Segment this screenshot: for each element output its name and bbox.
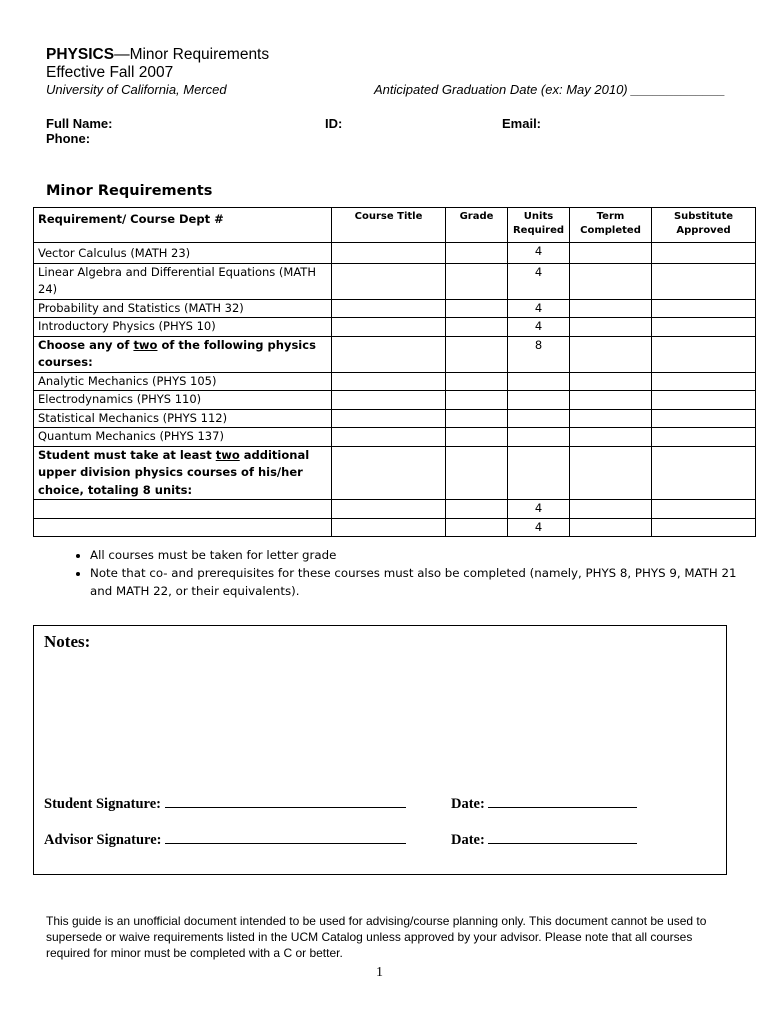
substitute-cell[interactable] [652, 263, 756, 299]
course-title-cell[interactable] [332, 299, 446, 318]
req-text-underlined: two [133, 337, 158, 352]
student-date-label: Date: [451, 796, 485, 812]
substitute-cell[interactable] [652, 336, 756, 372]
substitute-cell[interactable] [652, 391, 756, 410]
grade-cell[interactable] [446, 336, 508, 372]
course-title-cell[interactable] [332, 243, 446, 264]
term-cell[interactable] [570, 391, 652, 410]
grade-cell[interactable] [446, 391, 508, 410]
advisor-signature-line[interactable] [165, 831, 406, 844]
term-cell[interactable] [570, 409, 652, 428]
student-signature-label: Student Signature: [44, 796, 161, 812]
term-cell[interactable] [570, 518, 652, 537]
substitute-cell[interactable] [652, 243, 756, 264]
table-row [34, 518, 756, 537]
student-signature-row [44, 795, 406, 813]
requirement-cell: Linear Algebra and Differential Equations (MATH 24) [34, 263, 332, 299]
units-cell: 4 [508, 299, 570, 318]
units-cell [508, 372, 570, 391]
table-row [34, 391, 756, 410]
list-item: • All courses must be taken for letter grade [90, 546, 750, 564]
graduation-date-field[interactable]: Anticipated Graduation Date (ex: May 2010) _____________ [374, 82, 726, 97]
requirement-cell [34, 336, 332, 372]
section-title: Minor Requirements [46, 183, 213, 199]
col-header-course-title: Course Title [332, 208, 446, 243]
table-row [34, 263, 756, 299]
grade-cell[interactable] [446, 318, 508, 337]
table-row [34, 428, 756, 447]
grade-cell[interactable] [446, 243, 508, 264]
grade-cell[interactable] [446, 428, 508, 447]
term-cell[interactable] [570, 500, 652, 519]
substitute-cell[interactable] [652, 446, 756, 500]
course-title-cell[interactable] [332, 500, 446, 519]
units-cell: 4 [508, 263, 570, 299]
units-cell [508, 409, 570, 428]
term-cell[interactable] [570, 428, 652, 447]
requirement-cell: Introductory Physics (PHYS 10) [34, 318, 332, 337]
term-cell[interactable] [570, 299, 652, 318]
col-header-term-completed: Term Completed [570, 208, 652, 243]
advisor-signature-label: Advisor Signature: [44, 832, 162, 848]
requirement-cell: Vector Calculus (MATH 23) [34, 243, 332, 264]
page-number: 1 [376, 965, 383, 980]
substitute-cell[interactable] [652, 518, 756, 537]
phone-field[interactable]: Phone: [46, 131, 91, 146]
requirement-cell[interactable] [34, 518, 332, 537]
table-row [34, 243, 756, 264]
course-title-cell[interactable] [332, 518, 446, 537]
req-text-underlined: two [215, 447, 240, 462]
course-title-cell[interactable] [332, 336, 446, 372]
col-header-grade: Grade [446, 208, 508, 243]
table-row [34, 372, 756, 391]
table-row [34, 446, 756, 500]
req-text-post: additional upper division physics courses of his/her choice, totaling 8 units: [38, 447, 310, 497]
table-row [34, 299, 756, 318]
notes-label: Notes: [44, 632, 91, 651]
advisor-date-row [451, 831, 637, 849]
course-title-cell[interactable] [332, 428, 446, 447]
university-name: University of California, Merced [46, 82, 227, 97]
table-row [34, 409, 756, 428]
course-title-cell[interactable] [332, 409, 446, 428]
requirements-table [33, 207, 756, 537]
table-header-row [34, 208, 756, 243]
units-cell: 4 [508, 243, 570, 264]
units-cell: 4 [508, 518, 570, 537]
units-cell: 4 [508, 500, 570, 519]
term-cell[interactable] [570, 243, 652, 264]
grade-cell[interactable] [446, 372, 508, 391]
substitute-cell[interactable] [652, 318, 756, 337]
requirement-cell: Statistical Mechanics (PHYS 112) [34, 409, 332, 428]
subject-name: PHYSICS [46, 46, 115, 63]
req-text-pre: Student must take at least [38, 447, 216, 462]
id-field[interactable]: ID: [325, 116, 343, 131]
full-name-field[interactable]: Full Name: [46, 116, 113, 131]
list-item: • Note that co- and prerequisites for these courses must also be completed (namely, PHYS 8, PHYS 9, MATH 21 and MATH 22, or their equivalents). [90, 564, 750, 600]
advisor-signature-row [44, 831, 406, 849]
units-cell: 8 [508, 336, 570, 372]
student-signature-line[interactable] [165, 795, 406, 808]
course-title-cell[interactable] [332, 446, 446, 500]
email-field[interactable]: Email: [502, 116, 542, 131]
grade-cell[interactable] [446, 518, 508, 537]
advisor-date-line[interactable] [488, 831, 637, 844]
substitute-cell[interactable] [652, 372, 756, 391]
table-row [34, 500, 756, 519]
units-cell [508, 446, 570, 500]
requirement-cell: Electrodynamics (PHYS 110) [34, 391, 332, 410]
grade-cell[interactable] [446, 263, 508, 299]
grade-cell[interactable] [446, 409, 508, 428]
units-cell: 4 [508, 318, 570, 337]
course-title-cell[interactable] [332, 391, 446, 410]
substitute-cell[interactable] [652, 500, 756, 519]
grade-cell[interactable] [446, 446, 508, 500]
disclaimer: This guide is an unofficial document intended to be used for advising/course planning only. This document cannot be used to supersede or waive requirements listed in the UCM Catalog unless approved by your advisor. Please note that all courses required for minor must be completed with a C or better. [46, 914, 707, 960]
student-date-line[interactable] [488, 795, 637, 808]
substitute-cell[interactable] [652, 299, 756, 318]
student-date-row [451, 795, 637, 813]
col-header-requirement: Requirement/ Course Dept # [34, 208, 332, 243]
term-cell[interactable] [570, 336, 652, 372]
col-header-units-required: Units Required [508, 208, 570, 243]
term-cell[interactable] [570, 446, 652, 500]
substitute-cell[interactable] [652, 409, 756, 428]
effective-date: Effective Fall 2007 [46, 64, 174, 81]
requirement-cell: Quantum Mechanics (PHYS 137) [34, 428, 332, 447]
course-title-cell[interactable] [332, 263, 446, 299]
requirement-cell: Analytic Mechanics (PHYS 105) [34, 372, 332, 391]
requirements-notes-list [60, 546, 750, 600]
requirement-cell [34, 446, 332, 500]
page-title [46, 46, 269, 64]
req-text-pre: Choose any of [38, 337, 134, 352]
term-cell[interactable] [570, 372, 652, 391]
req-text-post: of the following physics courses: [38, 337, 316, 369]
requirement-cell[interactable] [34, 500, 332, 519]
grade-cell[interactable] [446, 500, 508, 519]
table-row [34, 336, 756, 372]
grade-cell[interactable] [446, 299, 508, 318]
units-cell [508, 391, 570, 410]
advisor-date-label: Date: [451, 832, 485, 848]
table-row [34, 318, 756, 337]
substitute-cell[interactable] [652, 428, 756, 447]
requirement-cell: Probability and Statistics (MATH 32) [34, 299, 332, 318]
course-title-cell[interactable] [332, 372, 446, 391]
term-cell[interactable] [570, 318, 652, 337]
course-title-cell[interactable] [332, 318, 446, 337]
col-header-substitute-approved: Substitute Approved [652, 208, 756, 243]
units-cell [508, 428, 570, 447]
term-cell[interactable] [570, 263, 652, 299]
title-rest: —Minor Requirements [114, 46, 270, 63]
